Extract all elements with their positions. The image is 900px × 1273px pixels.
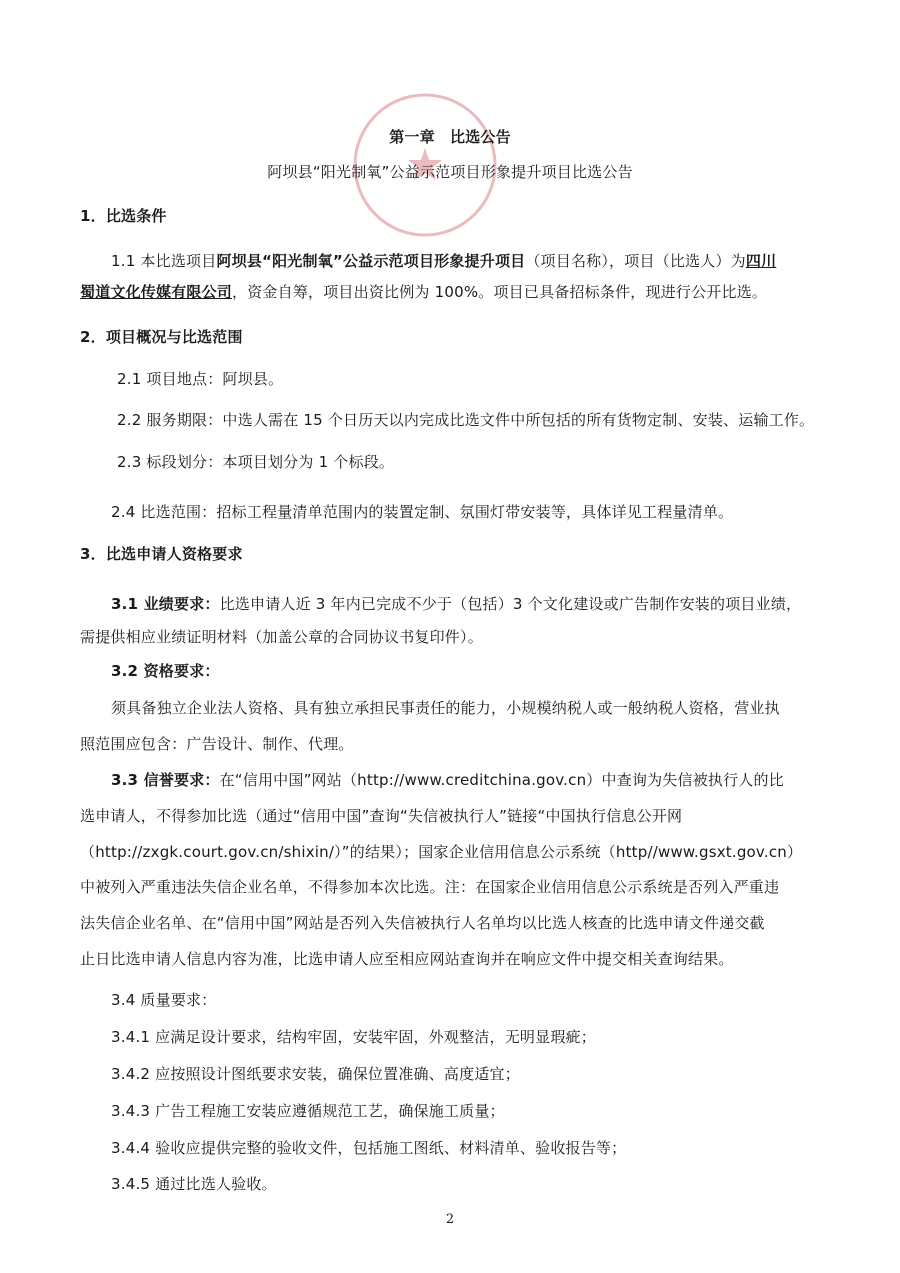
quality-3-4-5: 3.4.5 通过比选人验收。 <box>111 1175 277 1193</box>
item-2-4: 2.4 比选范围：招标工程量清单范围内的装置定制、氛围灯带安装等，具体详见工程量清单。 <box>111 503 734 521</box>
req-3-3-line4: 中被列入严重违法失信企业名单，不得参加本次比选。注：在国家企业信用信息公示系统是否列入严重违 <box>80 878 780 896</box>
paragraph-1-1 <box>111 251 776 271</box>
chapter-title: 第一章 比选公告 <box>389 128 511 146</box>
text-run: 比选申请人近 3 年内已完成不少于（包括）3 个文化建设或广告制作安装的项目业绩， <box>219 595 802 613</box>
req-3-3-line5: 法失信企业名单、在“信用中国”网站是否列入失信被执行人名单均以比选人核查的比选申请文件递交截 <box>80 914 765 932</box>
req-3-2-label: 3.2 资格要求： <box>111 662 220 680</box>
req-3-4-label: 3.4 质量要求： <box>111 991 217 1009</box>
quality-3-4-2: 3.4.2 应按照设计图纸要求安装，确保位置准确、高度适宜； <box>111 1065 520 1083</box>
req-3-3-line6: 止日比选申请人信息内容为准，比选申请人应至相应网站查询并在响应文件中提交相关查询结果。 <box>80 950 734 968</box>
quality-3-4-4: 3.4.4 验收应提供完整的验收文件，包括施工图纸、材料清单、验收报告等； <box>111 1139 627 1157</box>
page-number: 2 <box>445 1212 455 1227</box>
req-3-3-line3: （http://zxgk.court.gov.cn/shixin/）”的结果）；国家企业信用信息公示系统（http//www.gsxt.gov.cn） <box>80 843 803 861</box>
item-2-1: 2.1 项目地点：阿坝县。 <box>117 370 284 388</box>
notice-title: 阿坝县“阳光制氧”公益示范项目形象提升项目比选公告 <box>267 163 633 181</box>
quality-3-4-3: 3.4.3 广告工程施工安装应遵循规范工艺，确保施工质量； <box>111 1102 505 1120</box>
section-3-heading: 3．比选申请人资格要求 <box>80 545 243 563</box>
item-2-3: 2.3 标段划分：本项目划分为 1 个标段。 <box>117 453 395 471</box>
project-name: 阿坝县“阳光制氧”公益示范项目形象提升项目 <box>216 252 526 270</box>
req-3-3 <box>111 770 784 790</box>
section-2-heading: 2．项目概况与比选范围 <box>80 328 243 346</box>
paragraph-1-1-cont <box>80 282 767 302</box>
req-label: 3.3 信誉要求： <box>111 771 220 789</box>
req-3-2-cont: 照范围应包含：广告设计、制作、代理。 <box>80 735 354 753</box>
req-label: 3.1 业绩要求： <box>111 595 220 613</box>
text-run: 1.1 本比选项目 <box>111 252 217 270</box>
item-2-2: 2.2 服务期限：中选人需在 15 个日历天以内完成比选文件中所包括的所有货物定制、安装、运输工作。 <box>117 411 815 429</box>
quality-3-4-1: 3.4.1 应满足设计要求，结构牢固，安装牢固，外观整洁，无明显瑕疵； <box>111 1028 596 1046</box>
req-3-2-text: 须具备独立企业法人资格、具有独立承担民事责任的能力，小规模纳税人或一般纳税人资格，营业执 <box>111 699 780 717</box>
req-3-1-cont: 需提供相应业绩证明材料（加盖公章的合同协议书复印件）。 <box>80 628 483 646</box>
text-run: （项目名称），项目（比选人）为 <box>525 252 746 270</box>
text-run: ，资金自筹，项目出资比例为 100%。项目已具备招标条件，现进行公开比选。 <box>232 283 768 301</box>
company-name-end: 蜀道文化传媒有限公司 <box>80 283 233 301</box>
text-run: 在“信用中国”网站（http://www.creditchina.gov.cn）中查询为失信被执行人的比 <box>219 771 784 789</box>
section-1-heading: 1．比选条件 <box>80 207 167 225</box>
req-3-1 <box>111 594 801 614</box>
req-3-3-line2: 选申请人，不得参加比选（通过“信用中国”查询“失信被执行人”链接“中国执行信息公开网 <box>80 807 683 825</box>
company-name-start: 四川 <box>745 252 777 270</box>
